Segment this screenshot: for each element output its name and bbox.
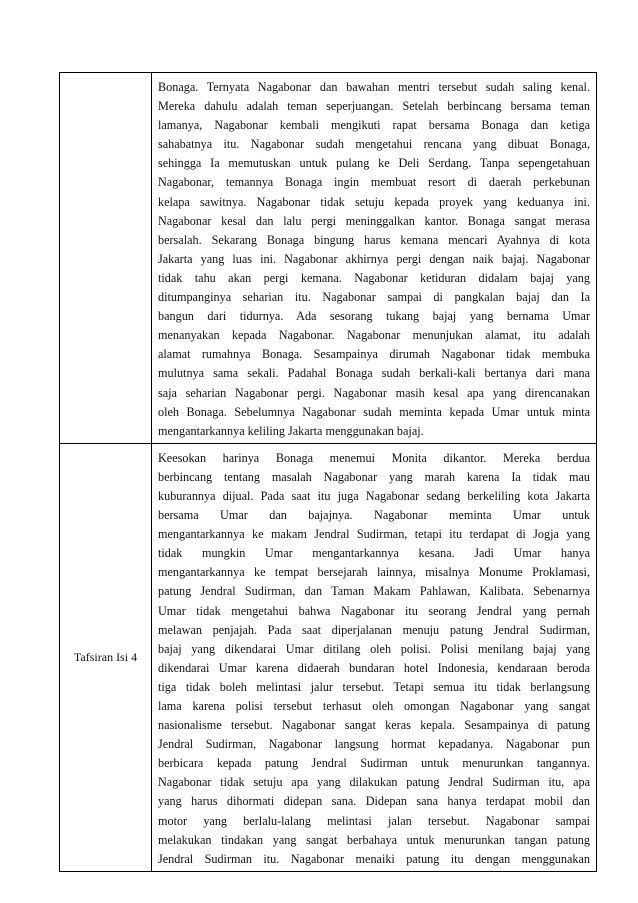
text-line: bangun dari tidurnya. Ada sesorang tukang bajaj yang bernama Umar	[158, 309, 590, 324]
row-text	[152, 443, 597, 871]
text-line: berbicara kepada patung Jendral Sudirman untuk menurunkan tangannya.	[158, 756, 590, 771]
text-line: Bonaga. Ternyata Nagabonar dan bawahan mentri tersebut sudah saling kenal.	[158, 80, 590, 94]
text-line: bajaj yang dikendarai Umar ditilang oleh polisi. Polisi menilang bajaj yang	[158, 641, 590, 656]
text-line: tidak tahu akan pergi kemana. Nagabonar ketiduran didalam bajaj yang	[158, 270, 590, 285]
text-line: Umar tidak mengetahui bahwa Nagabonar itu seorang Jendral yang pernah	[158, 603, 590, 618]
text-line: Jendral Sudirman itu. Nagabonar menaiki patung itu dengan menggunakan	[158, 851, 590, 866]
text-line: Mereka dahulu adalah teman seperjuangan. Setelah berbincang bersama teman	[158, 99, 590, 114]
text-line: bersalah. Sekarang Bonaga bingung harus kemana mencari Ayahnya di kota	[158, 232, 590, 247]
text-line: kelapa sawitnya. Nagabonar tidak setuju kepada proyek yang keduanya ini.	[158, 194, 590, 209]
text-line: nasionalisme tersebut. Nagabonar sangat keras kepala. Sesampainya di patung	[158, 718, 590, 733]
text-line: menanyakan kepada Nagabonar. Nagabonar menunjukan alamat, itu adalah	[158, 328, 590, 343]
content-table	[59, 72, 597, 872]
row-label: Tafsiran Isi 4	[60, 443, 152, 871]
text-line: ditumpanginya seharian itu. Nagabonar sampai di pangkalan bajaj dan Ia	[158, 290, 590, 305]
text-line: lamanya, Nagabonar kembali mengikuti rapat bersama Bonaga dan ketiga	[158, 118, 590, 133]
text-line: mengantarkannya ke makam Jendral Sudirman, tetapi itu terdapat di Jogja yang	[158, 527, 590, 542]
text-line: Nagabonar tidak setuju apa yang dilakukan patung Jendral Sudirman itu, apa	[158, 775, 590, 790]
text-line: patung Jendral Sudirman, dan Taman Makam Pahlawan, Kalibata. Sebenarnya	[158, 584, 590, 599]
text-line: melakukan tindakan yang sangat berbahaya untuk menurunkan tangan patung	[158, 832, 590, 847]
text-line: kuburannya dijual. Pada saat itu juga Nagabonar sedang berkeliling kota Jakarta	[158, 488, 590, 503]
text-line: alamat rumahnya Bonaga. Sesampainya dirumah Nagabonar tidak membuka	[158, 347, 590, 362]
table-row	[60, 73, 597, 444]
text-line: sahabatnya itu. Nagabonar sudah mengetahui rencana yang dibuat Bonaga,	[158, 137, 590, 152]
text-line: lama karena polisi tersebut terhasut oleh omongan Nagabonar yang sangat	[158, 699, 590, 713]
text-line: Nagabonar, temannya Bonaga ingin membuat resort di daerah perkebunan	[158, 175, 590, 190]
text-line: oleh Bonaga. Sebelumnya Nagabonar sudah meminta kepada Umar untuk minta	[158, 404, 590, 419]
text-line: berbincang tentang masalah Nagabonar yang marah karena Ia tidak mau	[158, 469, 590, 484]
text-line: bersama Umar dan bajajnya. Nagabonar meminta Umar untuk	[158, 508, 590, 523]
text-line: saja seharian Nagabonar pergi. Nagabonar masih kesal apa yang direncanakan	[158, 385, 590, 400]
text-line: mengantarkannya keliling Jakarta menggunakan bajaj.	[158, 423, 424, 438]
text-line: Keesokan harinya Bonaga menemui Monita dikantor. Mereka berdua	[158, 450, 590, 465]
text-line: sehingga Ia memutuskan untuk pulang ke Deli Serdang. Tanpa sepengetahuan	[158, 156, 590, 171]
text-line: tidak mungkin Umar mengantarkannya kesana. Jadi Umar hanya	[158, 546, 590, 561]
text-line: mengantarkannya ke tempat bersejarah lainnya, misalnya Monume Proklamasi,	[158, 565, 590, 580]
text-line: motor yang berlalu-lalang melintasi jalan tersebut. Nagabonar sampai	[158, 813, 590, 828]
row-label	[60, 73, 152, 444]
text-line: melawan penjajah. Pada saat diperjalanan menuju patung Jendral Sudirman,	[158, 622, 590, 637]
text-line: Jendral Sudirman, Nagabonar langsung hormat kepadanya. Nagabonar pun	[158, 737, 590, 752]
text-line: dikendarai Umar karena didaerah bundaran hotel Indonesia, kendaraan beroda	[158, 660, 590, 675]
text-line: tiga tidak boleh melintasi jalur tersebut. Tetapi semua itu tidak berlangsung	[158, 679, 590, 694]
text-line: mulutnya sama sekali. Padahal Bonaga sudah berkali-kali bertanya dari mana	[158, 366, 590, 381]
text-line: Jakarta yang luas ini. Nagabonar akhirnya pergi dengan naik bajaj. Nagabonar	[158, 251, 590, 266]
table-row	[60, 443, 597, 871]
text-line: yang harus dihormati didepan sana. Didepan sana hanya terdapat mobil dan	[158, 794, 590, 809]
row-text	[152, 73, 597, 444]
text-line: Nagabonar kesal dan lalu pergi meninggalkan kantor. Bonaga sangat merasa	[158, 213, 590, 228]
